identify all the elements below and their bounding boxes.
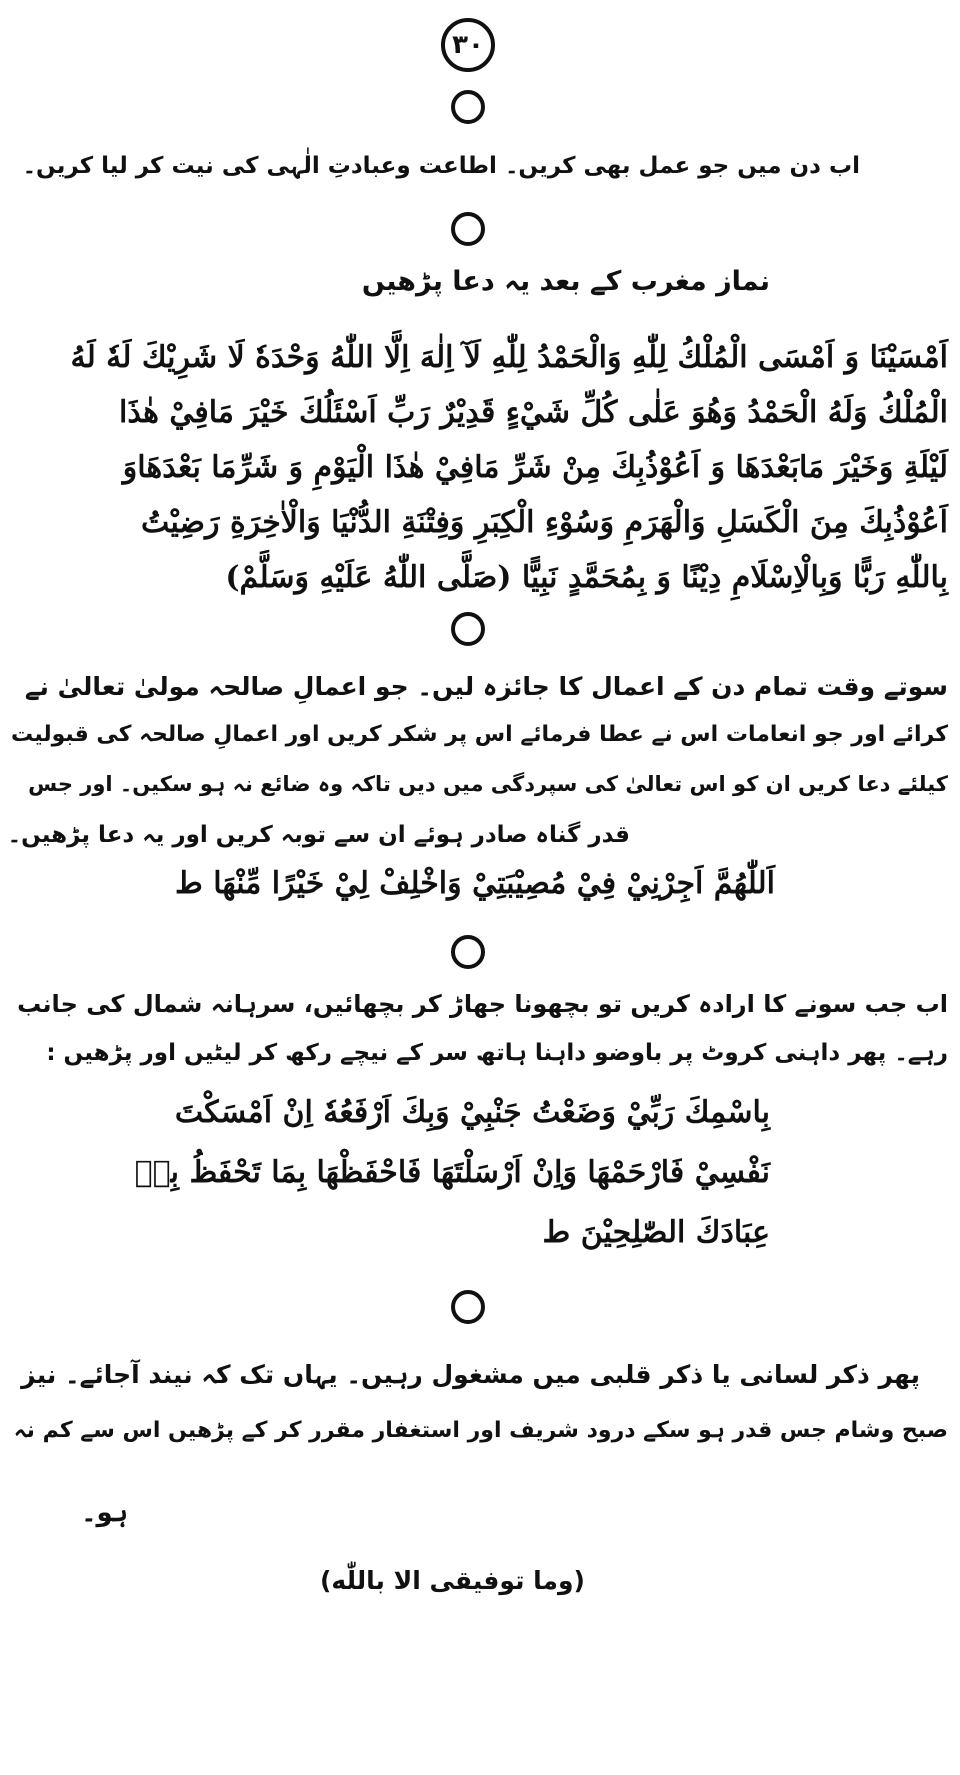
arabic-dua-line: اَللّٰهُمَّ اَجِرْنِيْ فِيْ مُصِيْبَتِيْ وَاخْلِفْ لِيْ خَيْرًا مِّنْهَا ط <box>175 866 775 901</box>
arabic-dua-line: بِاللّٰهِ رَبًّا وَبِالْاِسْلَامِ دِيْنًا وَ بِمُحَمَّدٍ نَبِيًّا (صَلَّى اللّٰهُ عَلَيْهِ وَسَلَّمْ) <box>225 560 948 595</box>
arabic-dua-line: لَيْلَةِ وَخَيْرَ مَابَعْدَهَا وَ اَعُوْذُبِكَ مِنْ شَرِّ مَافِيْ هٰذَا الْيَوْمِ وَ شَرِّمَا بَعْدَهَاوَ <box>122 450 948 485</box>
urdu-text-line: اب دن میں جو عمل بھی کریں۔ اطاعت وعبادتِ الٰہی کی نیت کر لیا کریں۔ <box>22 153 860 179</box>
closing-phrase: (وما توفیقی الا باللّٰه) <box>319 1566 585 1595</box>
arabic-dua-line: اَمْسَيْنَا وَ اَمْسَى الْمُلْكُ لِلّٰهِ وَالْحَمْدُ لِلّٰهِ لَآ اِلٰهَ اِلَّا اللّٰهُ وَحْدَهٗ لَا شَرِيْكَ لَهٗ لَهُ <box>70 340 948 375</box>
section-marker-circle <box>451 90 485 124</box>
section-heading: نماز مغرب کے بعد یہ دعا پڑھیں <box>361 266 770 297</box>
page-number-circle <box>441 18 495 72</box>
urdu-text-line: اب جب سونے کا ارادہ کریں تو بچھونا جھاڑ کر بچھائیں، سرہانہ شمال کی جانب <box>17 990 948 1018</box>
urdu-text-line: ہو۔ <box>81 1498 128 1528</box>
urdu-text-line: سوتے وقت تمام دن کے اعمال کا جائزہ لیں۔ جو اعمالِ صالحہ مولیٰ تعالیٰ نے <box>24 672 948 701</box>
arabic-dua-line: بِاسْمِكَ رَبِّيْ وَضَعْتُ جَنْبِيْ وَبِكَ اَرْفَعُهٗ اِنْ اَمْسَكْتَ <box>174 1095 770 1130</box>
arabic-dua-line: عِبَادَكَ الصّٰلِحِيْنَ ط <box>542 1215 770 1250</box>
urdu-text-line: پھر ذکر لسانی یا ذکر قلبی میں مشغول رہیں۔ یہاں تک کہ نیند آجائے۔ نیز <box>21 1360 920 1389</box>
arabic-dua-line: نَفْسِيْ فَارْحَمْهَا وَاِنْ اَرْسَلْتَهَا فَاحْفَظْهَا بِمَا تَحْفَظُ بِهٖ <box>134 1155 770 1190</box>
arabic-dua-line: اَعُوْذُبِكَ مِنَ الْكَسَلِ وَالْهَرَمِ وَسُوْءِ الْكِبَرِ وَفِتْنَةِ الدُّنْيَا وَالْاٰخِرَةِ رَضِيْتُ <box>141 505 948 540</box>
urdu-text-line: کرائے اور جو انعامات اس نے عطا فرمائے اس پر شکر کریں اور اعمالِ صالحہ کی قبولیت <box>11 722 948 747</box>
urdu-text-line: صبح وشام جس قدر ہو سکے درود شریف اور استغفار مقرر کر کے پڑھیں اس سے کم نہ <box>13 1418 948 1443</box>
section-marker-circle <box>451 935 485 969</box>
arabic-dua-line: الْمُلْكُ وَلَهُ الْحَمْدُ وَهُوَ عَلٰى كُلِّ شَيْءٍ قَدِيْرٌ رَبِّ اَسْئَلُكَ خَيْرَ مَافِيْ هٰذَا <box>119 395 948 430</box>
urdu-text-line: رہے۔ پھر داہنی کروٹ پر باوضو داہنا ہاتھ سر کے نیچے رکھ کر لیٹیں اور پڑھیں : <box>46 1040 948 1066</box>
section-marker-circle <box>451 212 485 246</box>
section-marker-circle <box>451 1290 485 1324</box>
page-number: ٣٠ <box>452 30 484 60</box>
section-marker-circle <box>451 612 485 646</box>
urdu-text-line: کیلئے دعا کریں ان کو اس تعالیٰ کی سپردگی میں دیں تاکہ وہ ضائع نہ ہو سکیں۔ اور جس <box>28 772 948 796</box>
urdu-text-line: قدر گناہ صادر ہوئے ان سے توبہ کریں اور یہ دعا پڑھیں۔ <box>7 822 630 848</box>
